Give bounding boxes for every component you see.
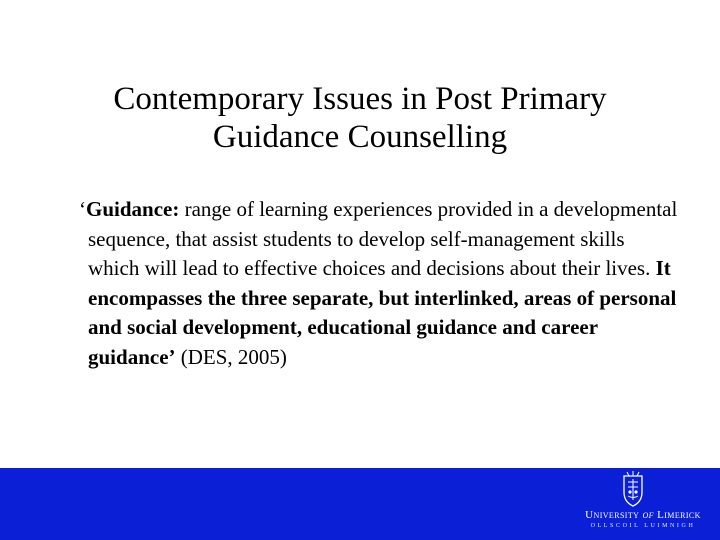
definition-plain: range of learning experiences provided in a developmental sequence, that assist students to develop self-management skills which will lead to effective choices and decisions about their lives. xyxy=(88,197,678,280)
definition-paragraph xyxy=(79,195,678,372)
university-logo-text xyxy=(573,509,713,531)
logo-main-of: of xyxy=(642,509,654,521)
logo-main xyxy=(573,509,713,522)
logo-main-part1: University xyxy=(585,509,643,521)
opening-quote: ‘ xyxy=(79,197,86,221)
title-line-1: Contemporary Issues in Post Primary xyxy=(113,81,607,118)
definition-bold: It encompasses the three separate, but interlinked, areas of personal and social development, educational guidance and career guidance’ xyxy=(88,256,677,369)
definition-term: Guidance: xyxy=(86,197,180,221)
citation: (DES, 2005) xyxy=(175,344,287,369)
slide-title xyxy=(40,80,680,156)
logo-main-part2: Limerick xyxy=(653,509,701,521)
title-line-2: Guidance Counselling xyxy=(212,119,508,156)
university-crest-icon xyxy=(618,470,648,508)
logo-subtitle: OLLSCOIL LUIMNIGH xyxy=(590,523,696,529)
